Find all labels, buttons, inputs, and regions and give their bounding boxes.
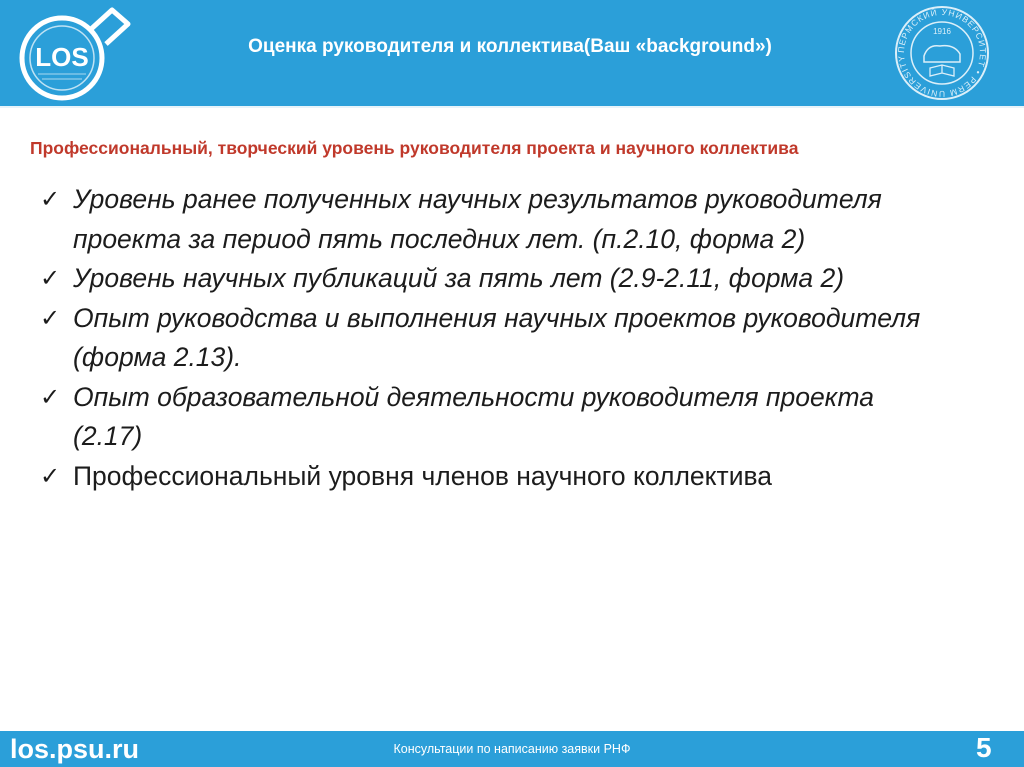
los-logo <box>10 4 138 104</box>
list-item-text: Уровень ранее полученных научных результатов руководителя проекта за период пять последних лет. (п.2.10, форма 2) <box>73 184 882 254</box>
header-bar <box>0 0 1024 106</box>
checkmark-icon: ✓ <box>40 382 61 411</box>
list-item <box>40 378 940 457</box>
site-url: los.psu.ru <box>10 734 140 764</box>
checkmark-icon: ✓ <box>40 461 61 490</box>
list-item <box>40 299 940 378</box>
list-item-text: Опыт руководства и выполнения научных проектов руководителя (форма 2.13). <box>73 302 921 372</box>
page-title: Оценка руководителя и коллектива(Ваш «background») <box>248 36 772 57</box>
perm-university-seal <box>888 4 996 102</box>
list-item-text: Профессиональный уровня членов научного коллектива <box>73 460 773 491</box>
section-subtitle: Профессиональный, творческий уровень руководителя проекта и научного коллектива <box>30 138 799 158</box>
list-item <box>40 259 940 299</box>
header-divider <box>0 106 1024 108</box>
criteria-list <box>40 180 940 496</box>
footer-bar <box>0 731 1024 767</box>
checkmark-icon: ✓ <box>40 264 61 292</box>
checkmark-icon: ✓ <box>40 303 61 332</box>
list-item <box>40 180 940 259</box>
checkmark-icon: ✓ <box>40 185 61 213</box>
seal-year: 1916 <box>933 27 951 36</box>
list-item-text: Опыт образовательной деятельности руководителя проекта (2.17) <box>73 381 875 451</box>
page-number: 5 <box>976 732 992 763</box>
los-logo-text: LOS <box>35 42 89 72</box>
footer-note: Консультации по написанию заявки РНФ <box>393 742 631 756</box>
list-item-text: Уровень научных публикаций за пять лет (2.9-2.11, форма 2) <box>73 263 845 293</box>
seal-ring-text: ПЕРМСКИЙ УНИВЕРСИТЕТ • PERM UNIVERSITY <box>895 6 989 100</box>
list-item <box>40 457 940 497</box>
